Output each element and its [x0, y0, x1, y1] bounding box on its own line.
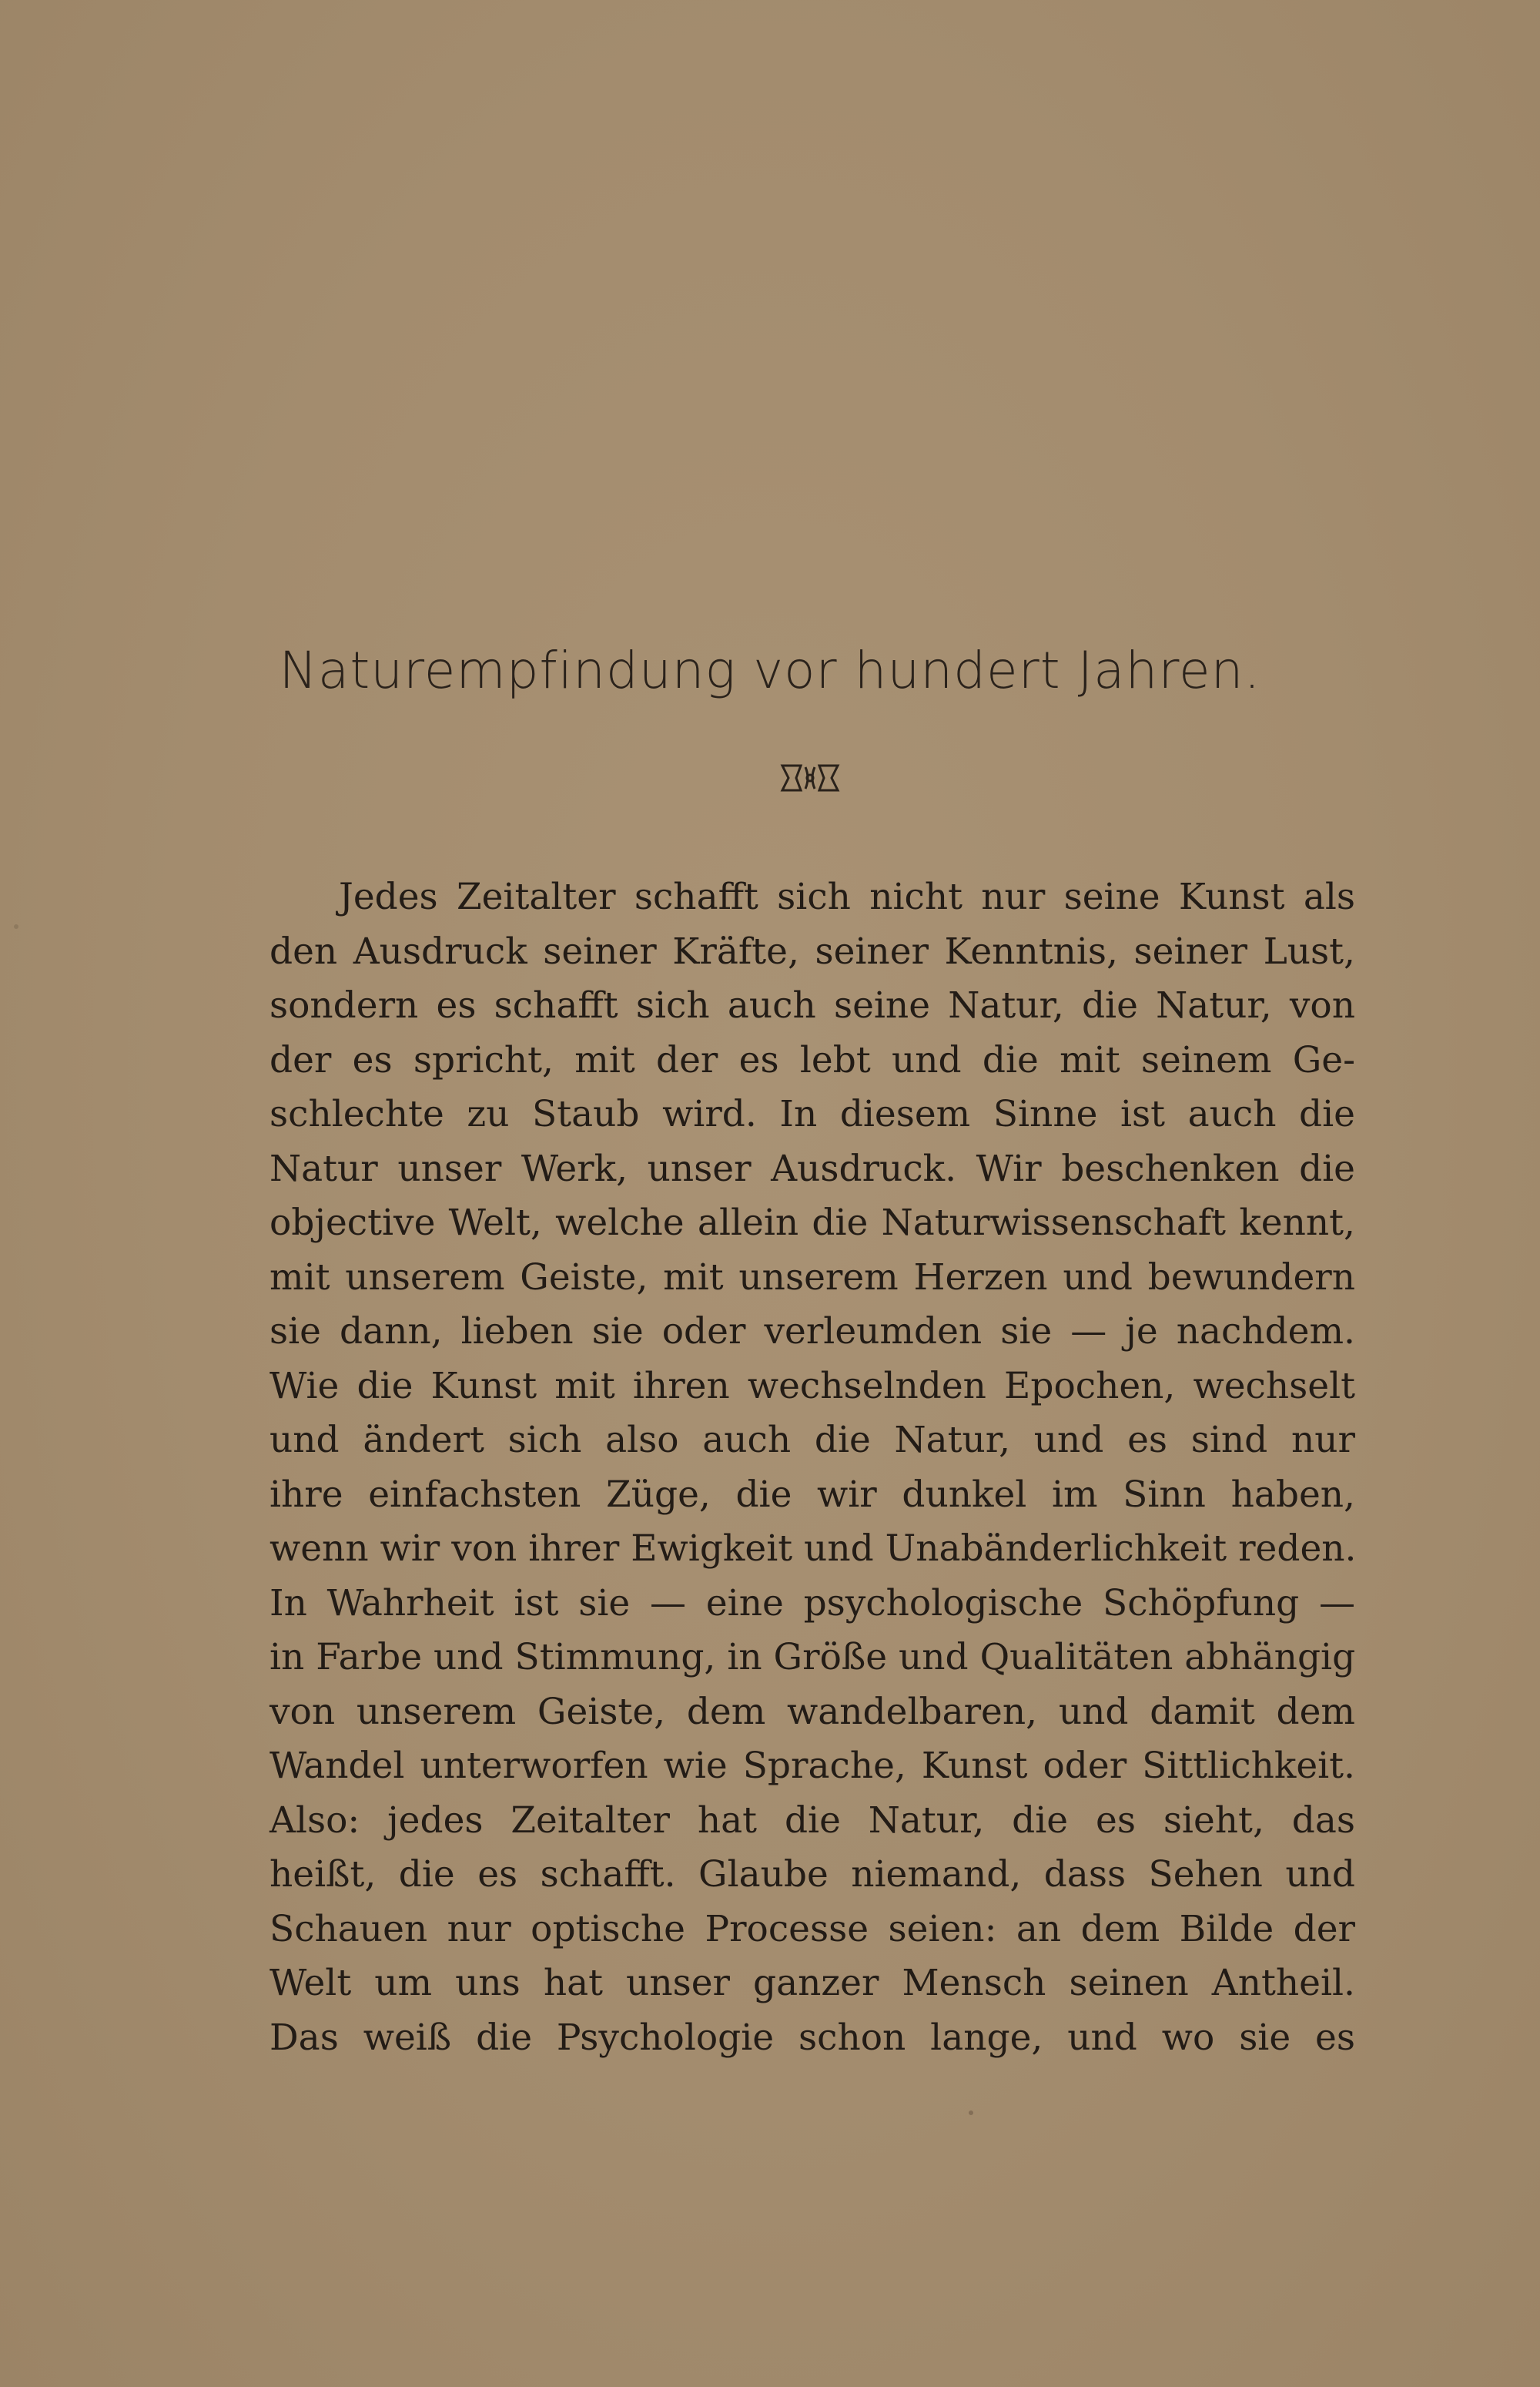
text-line: Wandel unterworfen wie Sprache, Kunst oder Sittlichkeit.	[270, 1745, 1355, 1787]
text-line: Welt um uns hat unser ganzer Mensch seinen Antheil.	[270, 1962, 1355, 2004]
ornament-icon	[779, 761, 841, 795]
text-line: der es spricht, mit der es lebt und die mit seinem Ge-	[270, 1038, 1355, 1081]
chapter-title: Naturempfindung vor hundert Jahren.	[279, 641, 1261, 700]
text-line: sondern es schafft sich auch seine Natur, die Natur, von	[270, 984, 1355, 1027]
text-line: den Ausdruck seiner Kräfte, seiner Kenntnis, seiner Lust,	[270, 930, 1355, 973]
text-line: sie dann, lieben sie oder verleumden sie — je nachdem.	[270, 1310, 1355, 1353]
text-line: schlechte zu Staub wird. In diesem Sinne ist auch die	[270, 1093, 1355, 1135]
text-line: Also: jedes Zeitalter hat die Natur, die es sieht, das	[270, 1799, 1355, 1842]
body-paragraph	[270, 870, 1355, 2065]
text-line: von unserem Geiste, dem wandelbaren, und damit dem	[270, 1690, 1355, 1733]
text-line: ihre einfachsten Züge, die wir dunkel im Sinn haben,	[270, 1473, 1355, 1516]
text-line: Natur unser Werk, unser Ausdruck. Wir beschenken die	[270, 1147, 1355, 1190]
paper-speck	[969, 2110, 973, 2115]
text-line: mit unserem Geiste, mit unserem Herzen und bewundern	[270, 1256, 1355, 1299]
text-line: Schauen nur optische Processe seien: an dem Bilde der	[270, 1907, 1355, 1950]
text-line: Wie die Kunst mit ihren wechselnden Epochen, wechselt	[270, 1364, 1355, 1407]
text-line: und ändert sich also auch die Natur, und es sind nur	[270, 1419, 1355, 1461]
text-line: Jedes Zeitalter schafft sich nicht nur seine Kunst als	[339, 876, 1355, 918]
text-line: heißt, die es schafft. Glaube niemand, dass Sehen und	[270, 1853, 1355, 1896]
paper-speck	[14, 924, 18, 929]
text-line: in Farbe und Stimmung, in Größe und Qualitäten abhängig	[270, 1636, 1356, 1678]
text-line: Das weiß die Psychologie schon lange, und wo sie es	[270, 2016, 1355, 2059]
text-line: wenn wir von ihrer Ewigkeit und Unabänderlichkeit reden.	[270, 1527, 1357, 1570]
text-line: objective Welt, welche allein die Naturwissenschaft kennt,	[270, 1202, 1355, 1244]
text-line: In Wahrheit ist sie — eine psychologische Schöpfung —	[270, 1581, 1355, 1624]
